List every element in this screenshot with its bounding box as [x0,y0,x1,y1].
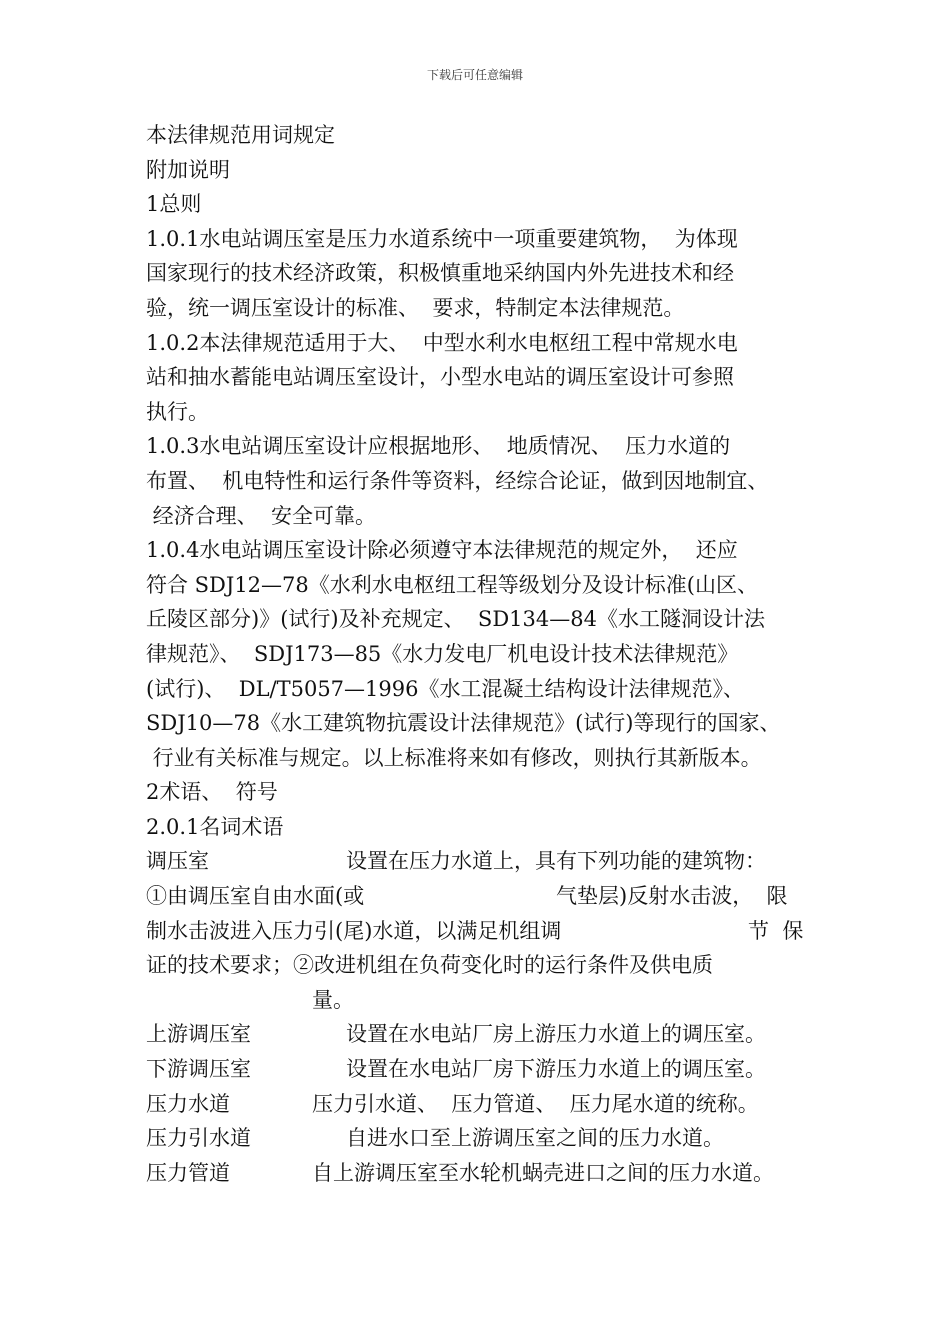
page-header: 下载后可任意编辑 [426,68,523,82]
term-definition: 设置在水电站厂房下游压力水道上的调压室。 [346,1057,766,1082]
text-line: 附加说明 [146,157,230,182]
definition-row [146,983,826,1018]
term-label: 下游调压室 [146,1057,251,1082]
subsection-heading: 2.0.1名词术语 [146,814,284,839]
term-label: 压力水道 [146,1091,230,1116]
document-body [146,118,826,1190]
clause-line: SDJ10—78《水工建筑物抗震设计法律规范》(试行)等现行的国家、 [146,711,781,736]
term-label: 上游调压室 [146,1022,251,1047]
clause-line: 符合 SDJ12—78《水利水电枢纽工程等级划分及设计标准(山区、 [146,572,758,597]
clause-line: 1.0.3水电站调压室设计应根据地形、 地质情况、 压力水道的 [146,434,731,459]
term-label: 压力引水道 [146,1126,251,1151]
term-definition: 自上游调压室至水轮机蜗壳进口之间的压力水道。 [312,1160,774,1185]
definition-row [146,1121,826,1156]
term-definition: 气垫层)反射水击波， 限 [556,884,788,909]
clause-line: 布置、 机电特性和运行条件等资料，经综合论证，做到因地制宜、 [146,468,769,493]
term-definition: 设置在水电站厂房上游压力水道上的调压室。 [346,1022,766,1047]
section-heading: 2术语、 符号 [146,780,278,805]
term-label: ①由调压室自由水面(或 [146,884,365,909]
clause-line: 丘陵区部分)》(试行)及补充规定、 SD134—84《水工隧洞设计法 [146,607,765,632]
definition-row [146,879,826,914]
definition-row [146,1017,826,1052]
definition-row [146,948,826,983]
definition-row [146,914,826,949]
clause-line: (试行)、 DL/T5057—1996《水工混凝土结构设计法律规范》、 [146,676,744,701]
clause-line: 国家现行的技术经济政策，积极慎重地采纳国内外先进技术和经 [146,261,734,286]
clause-line: 1.0.2本法律规范适用于大、 中型水利水电枢纽工程中常规水电 [146,330,738,355]
clause-line: 1.0.4水电站调压室设计除必须遵守本法律规范的规定外， 还应 [146,538,738,563]
definition-row [146,1156,826,1191]
section-heading: 1总则 [146,192,202,217]
text-line: 本法律规范用词规定 [146,123,335,147]
clause-line: 验，统一调压室设计的标准、 要求，特制定本法律规范。 [146,295,685,320]
term-definition: 压力引水道、 压力管道、 压力尾水道的统称。 [312,1091,759,1116]
definition-row [146,1087,826,1122]
term-label: 压力管道 [146,1160,230,1185]
clause-line: 行业有关标准与规定。以上标准将来如有修改，则执行其新版本。 [146,745,762,770]
clause-line: 站和抽水蓄能电站调压室设计，小型水电站的调压室设计可参照 [146,365,734,390]
clause-line: 执行。 [146,399,209,424]
definition-row [146,1052,826,1087]
clause-line: 律规范》、 SDJ173—85《水力发电厂机电设计技术法律规范》 [146,641,739,666]
clause-line: 1.0.1水电站调压室是压力水道系统中一项重要建筑物， 为体现 [146,226,738,251]
term-definition: 量。 [312,987,354,1012]
term-definition: 自进水口至上游调压室之间的压力水道。 [346,1126,724,1151]
definition-row [146,844,826,879]
term-label: 调压室 [146,849,209,874]
term-label: 制水击波进入压力引(尾)水道，以满足机组调 [146,918,562,943]
term-definition: 设置在压力水道上，具有下列功能的建筑物： [346,849,766,874]
term-label: 证的技术要求；②改进机组在负荷变化时的运行条件及供电质 [146,953,713,978]
term-definition: 节 保 [748,918,804,943]
clause-line: 经济合理、 安全可靠。 [146,503,377,528]
